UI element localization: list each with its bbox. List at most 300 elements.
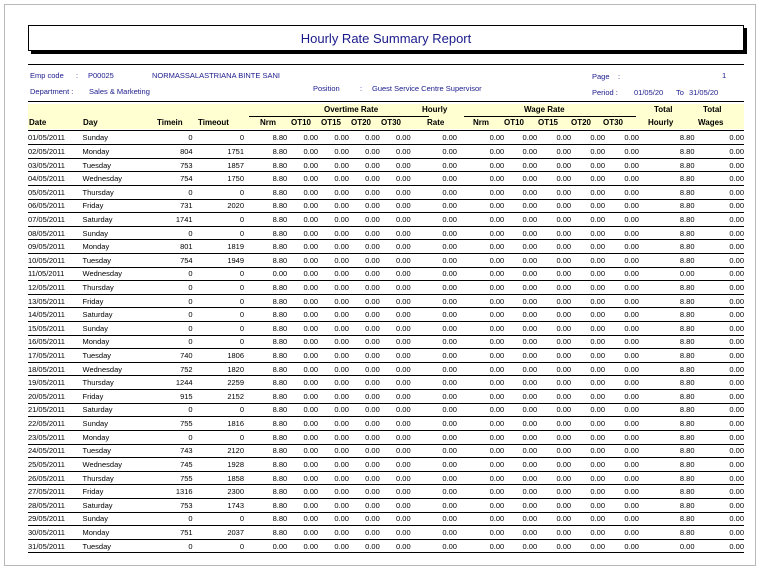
cell-hourly-rate: 0.00 — [411, 430, 457, 444]
cell-hourly-rate: 0.00 — [411, 322, 457, 336]
cell-wage-ot30: 0.00 — [605, 158, 639, 172]
cell-wage-nrm: 0.00 — [457, 512, 504, 526]
cell-ot10: 0.00 — [287, 253, 318, 267]
cell-wage-ot20: 0.00 — [571, 526, 605, 540]
cell-total-wages: 0.00 — [695, 417, 745, 431]
cell-ot30: 0.00 — [380, 145, 411, 159]
cell-timein: 753 — [149, 498, 192, 512]
cell-date: 12/05/2011 — [28, 281, 83, 295]
cell-timein: 0 — [149, 335, 192, 349]
cell-ot20: 0.00 — [349, 172, 380, 186]
cell-ot20: 0.00 — [349, 267, 380, 281]
cell-ot15: 0.00 — [318, 485, 349, 499]
cell-date: 27/05/2011 — [28, 485, 83, 499]
cell-wage-ot20: 0.00 — [571, 226, 605, 240]
table-row — [28, 213, 744, 227]
cell-wage-ot30: 0.00 — [605, 131, 639, 145]
cell-day: Sunday — [83, 226, 150, 240]
cell-timein: 915 — [149, 390, 192, 404]
cell-wage-ot15: 0.00 — [537, 158, 571, 172]
cell-ot10: 0.00 — [287, 240, 318, 254]
cell-timein: 754 — [149, 253, 192, 267]
cell-date: 15/05/2011 — [28, 322, 83, 336]
col-total-hourly: Hourly — [648, 118, 674, 127]
wage-group-rule — [464, 116, 636, 117]
cell-day: Sunday — [83, 417, 150, 431]
emp-code-label: Emp code — [30, 71, 64, 80]
cell-total-hourly: 8.80 — [639, 294, 695, 308]
cell-total-wages: 0.00 — [695, 512, 745, 526]
cell-nrm: 8.80 — [244, 403, 287, 417]
cell-total-hourly: 8.80 — [639, 376, 695, 390]
table-row — [28, 226, 744, 240]
cell-total-hourly: 8.80 — [639, 349, 695, 363]
cell-nrm: 8.80 — [244, 294, 287, 308]
cell-date: 23/05/2011 — [28, 430, 83, 444]
cell-nrm: 8.80 — [244, 226, 287, 240]
cell-day: Saturday — [83, 403, 150, 417]
cell-wage-ot15: 0.00 — [537, 526, 571, 540]
cell-wage-ot30: 0.00 — [605, 512, 639, 526]
cell-total-wages: 0.00 — [695, 226, 745, 240]
cell-wage-ot20: 0.00 — [571, 390, 605, 404]
cell-wage-nrm: 0.00 — [457, 430, 504, 444]
cell-ot30: 0.00 — [380, 294, 411, 308]
cell-total-hourly: 8.80 — [639, 498, 695, 512]
cell-date: 26/05/2011 — [28, 471, 83, 485]
cell-day: Sunday — [83, 131, 150, 145]
cell-ot10: 0.00 — [287, 281, 318, 295]
cell-total-wages: 0.00 — [695, 172, 745, 186]
cell-ot20: 0.00 — [349, 485, 380, 499]
cell-nrm: 8.80 — [244, 485, 287, 499]
cell-date: 28/05/2011 — [28, 498, 83, 512]
table-row — [28, 376, 744, 390]
cell-ot15: 0.00 — [318, 322, 349, 336]
cell-ot10: 0.00 — [287, 322, 318, 336]
table-row — [28, 539, 744, 553]
cell-nrm: 8.80 — [244, 253, 287, 267]
cell-ot20: 0.00 — [349, 308, 380, 322]
cell-wage-ot20: 0.00 — [571, 403, 605, 417]
cell-wage-nrm: 0.00 — [457, 267, 504, 281]
cell-hourly-rate: 0.00 — [411, 349, 457, 363]
cell-date: 16/05/2011 — [28, 335, 83, 349]
cell-wage-ot20: 0.00 — [571, 335, 605, 349]
cell-timein: 0 — [149, 281, 192, 295]
cell-timeout: 0 — [193, 322, 244, 336]
cell-wage-ot20: 0.00 — [571, 362, 605, 376]
cell-ot15: 0.00 — [318, 430, 349, 444]
cell-ot15: 0.00 — [318, 539, 349, 553]
cell-ot30: 0.00 — [380, 213, 411, 227]
period-to-label: To — [676, 88, 684, 97]
cell-timeout: 1928 — [193, 458, 244, 472]
cell-ot30: 0.00 — [380, 512, 411, 526]
cell-ot20: 0.00 — [349, 226, 380, 240]
cell-hourly-rate: 0.00 — [411, 172, 457, 186]
cell-wage-ot15: 0.00 — [537, 226, 571, 240]
cell-day: Tuesday — [83, 444, 150, 458]
cell-total-wages: 0.00 — [695, 390, 745, 404]
cell-hourly-rate: 0.00 — [411, 185, 457, 199]
cell-wage-ot30: 0.00 — [605, 376, 639, 390]
cell-wage-ot15: 0.00 — [537, 430, 571, 444]
cell-wage-ot30: 0.00 — [605, 526, 639, 540]
col-rate: Rate — [427, 118, 445, 127]
cell-ot30: 0.00 — [380, 308, 411, 322]
cell-wage-ot10: 0.00 — [504, 131, 537, 145]
cell-hourly-rate: 0.00 — [411, 294, 457, 308]
cell-nrm: 8.80 — [244, 335, 287, 349]
emp-code-colon: : — [76, 71, 79, 80]
cell-date: 08/05/2011 — [28, 226, 83, 240]
cell-wage-ot10: 0.00 — [504, 444, 537, 458]
cell-hourly-rate: 0.00 — [411, 226, 457, 240]
cell-total-hourly: 8.80 — [639, 458, 695, 472]
cell-ot20: 0.00 — [349, 335, 380, 349]
cell-date: 22/05/2011 — [28, 417, 83, 431]
cell-wage-nrm: 0.00 — [457, 294, 504, 308]
cell-wage-nrm: 0.00 — [457, 444, 504, 458]
cell-date: 18/05/2011 — [28, 362, 83, 376]
col-date: Date — [29, 118, 47, 127]
table-row — [28, 512, 744, 526]
cell-ot15: 0.00 — [318, 390, 349, 404]
cell-wage-ot15: 0.00 — [537, 458, 571, 472]
cell-ot20: 0.00 — [349, 213, 380, 227]
cell-total-wages: 0.00 — [695, 403, 745, 417]
table-row — [28, 253, 744, 267]
cell-ot15: 0.00 — [318, 185, 349, 199]
cell-ot20: 0.00 — [349, 390, 380, 404]
cell-total-hourly: 8.80 — [639, 281, 695, 295]
page-number: 1 — [722, 71, 727, 80]
cell-ot10: 0.00 — [287, 213, 318, 227]
cell-ot15: 0.00 — [318, 376, 349, 390]
cell-ot20: 0.00 — [349, 376, 380, 390]
cell-ot15: 0.00 — [318, 308, 349, 322]
cell-wage-ot20: 0.00 — [571, 458, 605, 472]
cell-ot10: 0.00 — [287, 485, 318, 499]
col-wage-ot20: OT20 — [571, 118, 592, 127]
col-wage-ot30: OT30 — [603, 118, 624, 127]
cell-wage-nrm: 0.00 — [457, 322, 504, 336]
cell-ot10: 0.00 — [287, 430, 318, 444]
cell-ot20: 0.00 — [349, 253, 380, 267]
cell-timein: 755 — [149, 417, 192, 431]
cell-day: Friday — [83, 485, 150, 499]
cell-wage-nrm: 0.00 — [457, 390, 504, 404]
cell-ot10: 0.00 — [287, 185, 318, 199]
cell-wage-ot20: 0.00 — [571, 512, 605, 526]
cell-wage-ot30: 0.00 — [605, 444, 639, 458]
cell-wage-ot30: 0.00 — [605, 145, 639, 159]
cell-wage-ot10: 0.00 — [504, 390, 537, 404]
cell-wage-ot20: 0.00 — [571, 376, 605, 390]
table-row — [28, 199, 744, 213]
cell-ot20: 0.00 — [349, 199, 380, 213]
cell-hourly-rate: 0.00 — [411, 376, 457, 390]
cell-date: 11/05/2011 — [28, 267, 83, 281]
cell-ot10: 0.00 — [287, 403, 318, 417]
cell-ot30: 0.00 — [380, 172, 411, 186]
cell-timeout: 0 — [193, 131, 244, 145]
cell-date: 21/05/2011 — [28, 403, 83, 417]
cell-ot15: 0.00 — [318, 281, 349, 295]
cell-total-wages: 0.00 — [695, 349, 745, 363]
table-row — [28, 362, 744, 376]
table-row — [28, 145, 744, 159]
col-timeout: Timeout — [198, 118, 229, 127]
cell-wage-nrm: 0.00 — [457, 526, 504, 540]
cell-ot15: 0.00 — [318, 172, 349, 186]
cell-timeout: 1816 — [193, 417, 244, 431]
cell-nrm: 8.80 — [244, 471, 287, 485]
cell-timeout: 0 — [193, 281, 244, 295]
cell-total-wages: 0.00 — [695, 240, 745, 254]
cell-wage-ot20: 0.00 — [571, 417, 605, 431]
table-row — [28, 267, 744, 281]
cell-wage-ot20: 0.00 — [571, 131, 605, 145]
cell-total-hourly: 8.80 — [639, 403, 695, 417]
table-row — [28, 335, 744, 349]
cell-total-hourly: 8.80 — [639, 362, 695, 376]
cell-wage-nrm: 0.00 — [457, 158, 504, 172]
cell-total-wages: 0.00 — [695, 294, 745, 308]
cell-ot15: 0.00 — [318, 417, 349, 431]
cell-wage-ot15: 0.00 — [537, 335, 571, 349]
cell-total-wages: 0.00 — [695, 430, 745, 444]
cell-total-wages: 0.00 — [695, 458, 745, 472]
cell-wage-ot20: 0.00 — [571, 213, 605, 227]
cell-date: 13/05/2011 — [28, 294, 83, 308]
cell-wage-ot20: 0.00 — [571, 485, 605, 499]
cell-ot15: 0.00 — [318, 226, 349, 240]
cell-total-wages: 0.00 — [695, 498, 745, 512]
cell-wage-ot20: 0.00 — [571, 444, 605, 458]
cell-wage-ot20: 0.00 — [571, 172, 605, 186]
cell-ot10: 0.00 — [287, 362, 318, 376]
cell-wage-ot30: 0.00 — [605, 294, 639, 308]
cell-ot30: 0.00 — [380, 444, 411, 458]
cell-wage-nrm: 0.00 — [457, 471, 504, 485]
cell-total-hourly: 8.80 — [639, 185, 695, 199]
cell-ot30: 0.00 — [380, 253, 411, 267]
cell-timein: 745 — [149, 458, 192, 472]
cell-wage-ot15: 0.00 — [537, 213, 571, 227]
cell-nrm: 8.80 — [244, 362, 287, 376]
cell-timeout: 0 — [193, 430, 244, 444]
table-row — [28, 185, 744, 199]
cell-date: 04/05/2011 — [28, 172, 83, 186]
cell-hourly-rate: 0.00 — [411, 240, 457, 254]
cell-nrm: 8.80 — [244, 131, 287, 145]
cell-date: 10/05/2011 — [28, 253, 83, 267]
cell-timein: 0 — [149, 267, 192, 281]
cell-wage-nrm: 0.00 — [457, 172, 504, 186]
cell-ot15: 0.00 — [318, 335, 349, 349]
cell-hourly-rate: 0.00 — [411, 145, 457, 159]
page-label: Page — [592, 72, 610, 81]
cell-ot20: 0.00 — [349, 444, 380, 458]
cell-wage-ot20: 0.00 — [571, 240, 605, 254]
cell-total-wages: 0.00 — [695, 158, 745, 172]
cell-timeout: 0 — [193, 403, 244, 417]
table-row — [28, 526, 744, 540]
cell-timeout: 1858 — [193, 471, 244, 485]
cell-timeout: 0 — [193, 512, 244, 526]
total-group-label-2: Total — [703, 105, 722, 114]
cell-timein: 804 — [149, 145, 192, 159]
cell-date: 20/05/2011 — [28, 390, 83, 404]
cell-hourly-rate: 0.00 — [411, 512, 457, 526]
col-ot15: OT15 — [321, 118, 342, 127]
cell-wage-ot30: 0.00 — [605, 322, 639, 336]
cell-total-hourly: 8.80 — [639, 390, 695, 404]
cell-ot10: 0.00 — [287, 145, 318, 159]
cell-total-hourly: 8.80 — [639, 226, 695, 240]
cell-wage-nrm: 0.00 — [457, 458, 504, 472]
cell-total-hourly: 8.80 — [639, 485, 695, 499]
table-row — [28, 458, 744, 472]
cell-day: Friday — [83, 390, 150, 404]
table-row — [28, 158, 744, 172]
cell-wage-ot10: 0.00 — [504, 335, 537, 349]
cell-hourly-rate: 0.00 — [411, 267, 457, 281]
cell-timein: 0 — [149, 512, 192, 526]
cell-total-wages: 0.00 — [695, 322, 745, 336]
cell-timeout: 2152 — [193, 390, 244, 404]
table-row — [28, 498, 744, 512]
cell-date: 24/05/2011 — [28, 444, 83, 458]
cell-wage-ot10: 0.00 — [504, 458, 537, 472]
cell-ot15: 0.00 — [318, 145, 349, 159]
cell-day: Tuesday — [83, 253, 150, 267]
cell-total-wages: 0.00 — [695, 131, 745, 145]
cell-ot30: 0.00 — [380, 430, 411, 444]
cell-wage-ot15: 0.00 — [537, 498, 571, 512]
cell-ot15: 0.00 — [318, 294, 349, 308]
cell-nrm: 8.80 — [244, 145, 287, 159]
cell-nrm: 8.80 — [244, 240, 287, 254]
cell-wage-ot10: 0.00 — [504, 471, 537, 485]
cell-day: Tuesday — [83, 349, 150, 363]
cell-hourly-rate: 0.00 — [411, 199, 457, 213]
cell-wage-ot15: 0.00 — [537, 145, 571, 159]
cell-total-wages: 0.00 — [695, 335, 745, 349]
cell-wage-ot10: 0.00 — [504, 281, 537, 295]
cell-nrm: 8.80 — [244, 498, 287, 512]
cell-timeout: 1806 — [193, 349, 244, 363]
cell-ot10: 0.00 — [287, 417, 318, 431]
cell-wage-ot15: 0.00 — [537, 444, 571, 458]
cell-wage-ot15: 0.00 — [537, 281, 571, 295]
cell-total-hourly: 8.80 — [639, 430, 695, 444]
cell-wage-ot15: 0.00 — [537, 131, 571, 145]
cell-wage-ot15: 0.00 — [537, 512, 571, 526]
cell-wage-ot20: 0.00 — [571, 185, 605, 199]
cell-timeout: 1820 — [193, 362, 244, 376]
cell-wage-nrm: 0.00 — [457, 281, 504, 295]
cell-day: Monday — [83, 526, 150, 540]
wage-rate-group-label: Wage Rate — [524, 105, 565, 114]
cell-ot30: 0.00 — [380, 526, 411, 540]
cell-wage-nrm: 0.00 — [457, 485, 504, 499]
cell-total-hourly: 8.80 — [639, 512, 695, 526]
cell-total-hourly: 8.80 — [639, 253, 695, 267]
cell-wage-ot20: 0.00 — [571, 158, 605, 172]
cell-nrm: 8.80 — [244, 213, 287, 227]
cell-hourly-rate: 0.00 — [411, 403, 457, 417]
cell-timeout: 1819 — [193, 240, 244, 254]
cell-ot10: 0.00 — [287, 444, 318, 458]
table-row — [28, 485, 744, 499]
cell-total-wages: 0.00 — [695, 471, 745, 485]
col-wage-ot15: OT15 — [538, 118, 559, 127]
cell-ot15: 0.00 — [318, 471, 349, 485]
cell-total-hourly: 8.80 — [639, 240, 695, 254]
col-ot20: OT20 — [351, 118, 372, 127]
cell-wage-ot10: 0.00 — [504, 213, 537, 227]
cell-ot15: 0.00 — [318, 240, 349, 254]
cell-hourly-rate: 0.00 — [411, 362, 457, 376]
emp-code-value: P00025 — [88, 71, 114, 80]
cell-day: Monday — [83, 145, 150, 159]
department-value: Sales & Marketing — [89, 87, 150, 96]
cell-ot30: 0.00 — [380, 417, 411, 431]
cell-ot10: 0.00 — [287, 199, 318, 213]
cell-timeout: 2020 — [193, 199, 244, 213]
cell-total-wages: 0.00 — [695, 145, 745, 159]
cell-wage-ot15: 0.00 — [537, 172, 571, 186]
cell-wage-ot30: 0.00 — [605, 485, 639, 499]
cell-ot20: 0.00 — [349, 349, 380, 363]
cell-timein: 1741 — [149, 213, 192, 227]
cell-nrm: 8.80 — [244, 512, 287, 526]
cell-nrm: 8.80 — [244, 526, 287, 540]
cell-wage-ot10: 0.00 — [504, 512, 537, 526]
overtime-rate-group-label: Overtime Rate — [324, 105, 379, 114]
cell-wage-ot10: 0.00 — [504, 417, 537, 431]
cell-date: 31/05/2011 — [28, 539, 83, 553]
cell-date: 19/05/2011 — [28, 376, 83, 390]
employee-name: NORMASSALASTRIANA BINTE SANI — [152, 71, 280, 80]
table-row — [28, 308, 744, 322]
cell-total-hourly: 8.80 — [639, 145, 695, 159]
cell-total-hourly: 8.80 — [639, 158, 695, 172]
cell-ot20: 0.00 — [349, 498, 380, 512]
cell-nrm: 8.80 — [244, 417, 287, 431]
cell-wage-ot15: 0.00 — [537, 417, 571, 431]
cell-timeout: 1857 — [193, 158, 244, 172]
cell-timeout: 1751 — [193, 145, 244, 159]
cell-wage-ot10: 0.00 — [504, 349, 537, 363]
cell-wage-ot10: 0.00 — [504, 172, 537, 186]
table-row — [28, 131, 744, 145]
table-row — [28, 294, 744, 308]
cell-day: Tuesday — [83, 158, 150, 172]
cell-wage-ot15: 0.00 — [537, 322, 571, 336]
cell-wage-ot15: 0.00 — [537, 362, 571, 376]
cell-wage-nrm: 0.00 — [457, 403, 504, 417]
cell-ot20: 0.00 — [349, 403, 380, 417]
cell-nrm: 8.80 — [244, 308, 287, 322]
cell-timeout: 0 — [193, 308, 244, 322]
cell-hourly-rate: 0.00 — [411, 390, 457, 404]
cell-wage-nrm: 0.00 — [457, 335, 504, 349]
cell-wage-ot30: 0.00 — [605, 172, 639, 186]
